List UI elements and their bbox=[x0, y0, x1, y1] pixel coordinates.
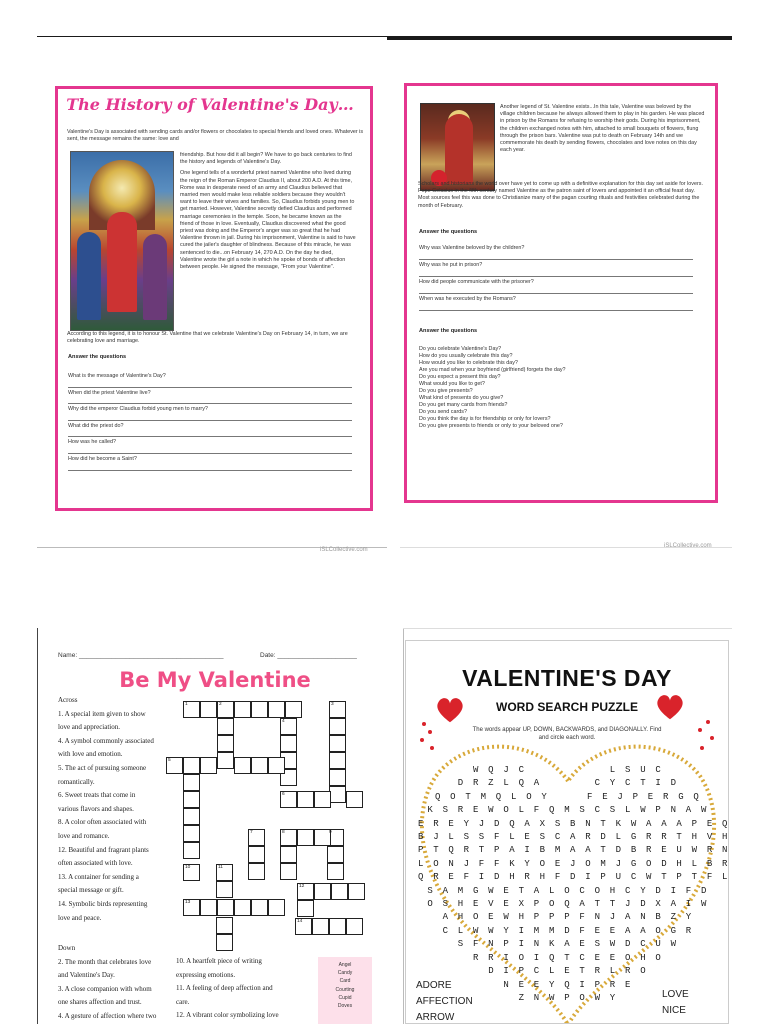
crossword-cell[interactable] bbox=[314, 883, 331, 900]
crossword-cell[interactable] bbox=[280, 846, 297, 863]
sheet1-conclusion: According to this legend, it is to honour St. Valentine that we celebrate Valentine's Day on February 14, in turn, we are celebrating love and marriage. bbox=[67, 331, 348, 345]
crossword-cell[interactable] bbox=[251, 757, 268, 774]
sheet1-question: How did he become a Saint? bbox=[68, 456, 137, 462]
clue: with love and emotion. bbox=[58, 750, 123, 759]
letter-row[interactable]: Q O T M Q L O Y F E J P E R G Q bbox=[434, 791, 702, 802]
clue: 14. Symbolic birds representing bbox=[58, 899, 148, 908]
crossword-cell[interactable] bbox=[217, 718, 234, 735]
sheet1-title: The History of Valentine's Day… bbox=[66, 95, 354, 114]
letter-row[interactable]: B J L S S F L E S C A R D L G R R T H V H bbox=[418, 832, 730, 843]
word-bank-item: Candy bbox=[337, 970, 353, 977]
crossword-cell[interactable] bbox=[348, 883, 365, 900]
word-bank-item: Cupid bbox=[338, 994, 352, 1001]
letter-row[interactable]: A H O E W H P P P F N J A N B Z Y bbox=[442, 912, 694, 923]
letter-row[interactable]: O S H E V E X P O Q A T T J D X A I W bbox=[427, 899, 709, 910]
clue: love and appreciation. bbox=[58, 723, 121, 732]
clue-number: 14 bbox=[297, 919, 303, 924]
clue: 5. The act of pursuing someone bbox=[58, 763, 147, 772]
list-item: What would you like to get? bbox=[419, 381, 485, 387]
word-list-right bbox=[662, 987, 689, 1019]
word-bank-item: Courting bbox=[335, 986, 355, 993]
down-clues bbox=[58, 942, 178, 1024]
sheet2-question: Why was he put in prison? bbox=[419, 262, 483, 268]
top-left-page-edge bbox=[37, 36, 387, 37]
word-bank-item: Card bbox=[339, 978, 351, 985]
clue-number: 6 bbox=[282, 792, 285, 797]
lower-right-page-edge bbox=[403, 628, 404, 1024]
word-item: AFFECTION bbox=[416, 996, 473, 1007]
letter-row[interactable]: N E E Y Q I P R E bbox=[503, 979, 633, 990]
clue: and Valentine's Day. bbox=[58, 971, 115, 980]
crossword-cell[interactable] bbox=[268, 757, 285, 774]
letter-row[interactable]: W Q J C L S U C bbox=[472, 765, 664, 775]
crossword-cell[interactable] bbox=[248, 846, 265, 863]
sheet1-question: What did the priest do? bbox=[68, 423, 124, 429]
hearts-decoration-icon bbox=[688, 716, 718, 756]
clue-number: 10 bbox=[185, 865, 191, 870]
crossword-cell[interactable] bbox=[331, 883, 348, 900]
list-item: Do you think the day is for friendship or only for lovers? bbox=[419, 416, 551, 422]
letter-row[interactable]: K S R E W O L F Q M S C S L W P N A W bbox=[427, 805, 709, 816]
crossword-cell[interactable] bbox=[216, 917, 233, 934]
clue-number: 3 bbox=[331, 702, 334, 707]
clue: 13. A container for sending a bbox=[58, 872, 139, 881]
top-right-page-edge bbox=[387, 36, 732, 40]
answer-line[interactable] bbox=[419, 293, 693, 294]
name-field[interactable]: Name: ________________________________________ bbox=[58, 652, 224, 659]
down-clues-continued bbox=[176, 955, 316, 1023]
sheet1-body bbox=[180, 152, 356, 275]
sheet2-discussion-questions bbox=[419, 346, 699, 430]
letter-row[interactable]: L O N J F F K Y O E J O M J G O D H L B R bbox=[418, 858, 730, 869]
crossword-cell[interactable] bbox=[329, 735, 346, 752]
list-item: How would you like to celebrate this day? bbox=[419, 360, 518, 366]
letter-row[interactable]: P T Q R T P A I B M A A T D B R E U W R N bbox=[418, 845, 730, 856]
crossword-cell[interactable] bbox=[183, 825, 200, 842]
clue: often associated with love. bbox=[58, 859, 133, 868]
clue-number: 9 bbox=[329, 830, 332, 835]
crossword-cell[interactable] bbox=[327, 846, 344, 863]
list-item: Do you expect a present this day? bbox=[419, 374, 501, 380]
sheet2-question: How did people communicate with the prisoner? bbox=[419, 279, 534, 285]
crossword-cell[interactable] bbox=[200, 757, 217, 774]
letter-row[interactable]: Z N W P O W Y bbox=[518, 992, 618, 1003]
clue: care. bbox=[176, 997, 190, 1006]
crossword-cell[interactable] bbox=[268, 899, 285, 916]
clue: 1. A special item given to show bbox=[58, 709, 146, 718]
answer-line[interactable] bbox=[68, 453, 352, 454]
word-search-instructions: The words appear UP, DOWN, BACKWARDS, and DIAGONALLY. Find and circle each word. bbox=[472, 727, 662, 741]
letter-row[interactable]: Q R E F I D H R H F D I P U C W T P T F L bbox=[418, 872, 730, 883]
crossword-cell[interactable] bbox=[329, 918, 346, 935]
clue: 12. A vibrant color symbolizing love bbox=[176, 1011, 279, 1020]
clue: one shares affection and trust. bbox=[58, 998, 142, 1007]
letter-row[interactable]: D I P C L E T R L R O bbox=[488, 966, 648, 977]
crossword-cell[interactable] bbox=[217, 899, 234, 916]
crossword-cell[interactable] bbox=[200, 899, 217, 916]
saint-valentine-image bbox=[420, 103, 495, 191]
answer-line[interactable] bbox=[68, 403, 352, 404]
sheet2-answer-heading: Answer the questions bbox=[419, 229, 478, 235]
list-item: Do you celebrate Valentine's Day? bbox=[419, 346, 502, 352]
letter-row[interactable]: S A M G W E T A L O C O H C Y D I F D bbox=[427, 885, 709, 896]
list-item: How do you usually celebrate this day? bbox=[419, 353, 513, 359]
stained-glass-image bbox=[70, 151, 174, 331]
lower-left-page-edge bbox=[37, 628, 38, 1024]
sheet1-question: When did the priest Valentine live? bbox=[68, 390, 151, 396]
clue: 10. A heartfelt piece of writing bbox=[176, 957, 262, 965]
crossword-cell[interactable] bbox=[314, 791, 331, 808]
clue: various flavors and shapes. bbox=[58, 804, 134, 813]
heart-icon bbox=[655, 692, 685, 722]
crossword-cell[interactable] bbox=[216, 881, 233, 898]
hearts-decoration-icon bbox=[418, 718, 442, 758]
sheet2-scholars-text: Scholars and historians the world over have yet to come up with a definitive explanation for this day set aside for lovers. Pope Gelasius in the fifth century named Valentine as the patron saint of lovers and appointed it an official feast day. Most sources feel this was done to Christianize many of the pagan courting rituals and festivities celebrated during the month of February. bbox=[418, 181, 703, 209]
crossword-cell[interactable] bbox=[234, 899, 251, 916]
date-field[interactable]: Date: ______________________ bbox=[260, 652, 357, 659]
sheet2-answer-heading-2: Answer the questions bbox=[419, 328, 478, 334]
clue: 8. A color often associated with bbox=[58, 818, 147, 827]
crossword-title: Be My Valentine bbox=[119, 668, 311, 692]
clue-number: 4 bbox=[282, 719, 285, 724]
letter-row[interactable]: D R Z L Q A C Y C T I D bbox=[457, 778, 679, 789]
crossword-cell[interactable] bbox=[280, 735, 297, 752]
answer-line[interactable] bbox=[68, 470, 352, 471]
clue: 4. A symbol commonly associated bbox=[58, 736, 154, 745]
sheet2-footer: iSLCollective.com bbox=[664, 543, 712, 549]
word-item: ARROW bbox=[416, 1012, 455, 1023]
crossword-cell[interactable] bbox=[329, 752, 346, 769]
clue-number: 12 bbox=[299, 884, 305, 889]
list-item: Do you get many cards from friends? bbox=[419, 402, 508, 408]
crossword-cell[interactable] bbox=[183, 842, 200, 859]
crossword-cell[interactable] bbox=[234, 757, 251, 774]
crossword-cell[interactable] bbox=[312, 918, 329, 935]
crossword-cell[interactable] bbox=[329, 786, 346, 803]
crossword-cell[interactable] bbox=[280, 863, 297, 880]
clue: 3. A close companion with whom bbox=[58, 984, 152, 993]
crossword-cell[interactable] bbox=[285, 701, 302, 718]
word-item: LOVE bbox=[662, 989, 689, 1000]
crossword-cell[interactable] bbox=[216, 934, 233, 951]
letter-grid bbox=[418, 764, 730, 1005]
letter-row[interactable]: E R E Y J D Q A X S B N T K W A A A P E Q bbox=[418, 818, 730, 829]
clue: special message or gift. bbox=[58, 886, 124, 895]
crossword-cell[interactable] bbox=[297, 900, 314, 917]
lower-right-top-edge bbox=[403, 628, 732, 629]
letter-row[interactable]: S F N P I N K A E S W D C U W bbox=[457, 939, 679, 950]
crossword-cell[interactable] bbox=[268, 701, 285, 718]
crossword-cell[interactable] bbox=[248, 863, 265, 880]
crossword-cell[interactable] bbox=[183, 757, 200, 774]
answer-line[interactable] bbox=[68, 420, 352, 421]
answer-line[interactable] bbox=[419, 259, 693, 260]
list-item: Do you give presents? bbox=[419, 388, 473, 394]
list-item: Do you send cards? bbox=[419, 409, 467, 415]
sheet2-legend-text: Another legend of St. Valentine exists...In this tale, Valentine was beloved by the village children because he always allowed them to play in his garden. He was placed in prison by the Romans for refusing to worship their gods. During his imprisonment, the children exchanged notes with him, attached to small bouquets of flowers, flung through the prison bars. Valentine was put to death on February 14th and we commemorate his death by sending flowers, chocolates and love notes on this day each year. bbox=[500, 104, 705, 154]
clue: 2. The month that celebrates love bbox=[58, 957, 152, 966]
list-item: Are you mad when your boyfriend (girlfriend) forgets the day? bbox=[419, 367, 566, 373]
letter-row[interactable]: R R I O I Q T C E E O H O bbox=[472, 952, 664, 963]
clue-number: 5 bbox=[168, 758, 171, 763]
crossword-cell[interactable] bbox=[183, 808, 200, 825]
sheet1-question: Why did the emperor Claudius forbid young men to marry? bbox=[68, 406, 208, 412]
answer-line[interactable] bbox=[68, 436, 352, 437]
crossword-cell[interactable] bbox=[329, 718, 346, 735]
sheet1-paragraph: One legend tells of a wonderful priest named Valentine who lived during the reign of the Roman Emperor Claudius II, about 200 A.D. At this time, Rome was in desperate need of an army and Claudius believed that married men would make less reliable soldiers because they wouldn't want to leave their wives and families. So, Claudius forbids young men to get married. However, Valentine secretly defied Claudius and performed marriage ceremonies in the temple. Soon, he became known as the friend of those in love. Eventually, Claudius discovered what the good priest was doing and the Emperor's anger was so great that he had Valentine thrown in jail. During his imprisonment, Valentine is said to have cured the jailer's daughter of blindness. Because of this miracle, he was sentenced to die...on February 14, 270 A.D. On the day he died, Valentine wrote the girl a note in which he spoke of bonds of affection between people. He signed the message, "From your Valentine". bbox=[180, 170, 356, 271]
crossword-cell[interactable] bbox=[183, 791, 200, 808]
crossword-cell[interactable] bbox=[329, 769, 346, 786]
word-bank bbox=[318, 957, 372, 1024]
crossword-cell[interactable] bbox=[183, 774, 200, 791]
crossword-cell[interactable] bbox=[200, 701, 217, 718]
answer-line[interactable] bbox=[419, 310, 693, 311]
crossword-cell[interactable] bbox=[327, 863, 344, 880]
clue-heading: Down bbox=[58, 944, 76, 952]
sheet2-question: When was he executed by the Romans? bbox=[419, 296, 516, 302]
clue: love and romance. bbox=[58, 831, 110, 840]
across-clues bbox=[58, 694, 178, 925]
clue-heading: Across bbox=[58, 696, 78, 704]
list-item: Do you give presents to friends or only to your beloved one? bbox=[419, 423, 563, 429]
answer-line[interactable] bbox=[419, 276, 693, 277]
word-bank-item: Angel bbox=[338, 962, 352, 968]
sheet1-intro: Valentine's Day is associated with sending cards and/or flowers or chocolates to special friends and loved ones. Whatever is sent, the message remains the same: love and bbox=[67, 129, 364, 143]
sheet1-paragraph: friendship. But how did it all begin? We have to go back centuries to find the history and legends of Valentine's Day. bbox=[180, 152, 352, 166]
sheet1-footer: iSLCollective.com bbox=[320, 547, 368, 553]
clue-number: 1 bbox=[185, 702, 188, 707]
clue: 6. Sweet treats that come in bbox=[58, 791, 136, 800]
sheet1-question: What is the message of Valentine's Day? bbox=[68, 373, 166, 379]
clue: romantically. bbox=[58, 777, 95, 786]
crossword-cell[interactable] bbox=[346, 918, 363, 935]
word-bank-item: Doves bbox=[337, 1003, 353, 1010]
sheet1-answer-heading: Answer the questions bbox=[68, 354, 127, 360]
list-item: What kind of presents do you give? bbox=[419, 395, 504, 401]
word-search-title: VALENTINE'S DAY bbox=[462, 665, 672, 691]
word-list-left bbox=[416, 978, 473, 1026]
clue-number: 8 bbox=[282, 830, 285, 835]
clue-number: 11 bbox=[218, 865, 223, 870]
crossword-cell[interactable] bbox=[217, 752, 234, 769]
clue: expressing emotions. bbox=[176, 970, 236, 979]
crossword-cell[interactable] bbox=[234, 701, 251, 718]
clue: 11. A feeling of deep affection and bbox=[176, 984, 273, 993]
clue: 12. Beautiful and fragrant plants bbox=[58, 845, 149, 854]
clue: love and peace. bbox=[58, 913, 102, 922]
crossword-cell[interactable] bbox=[297, 791, 314, 808]
letter-row[interactable]: C L W W Y I M M D F E E A A O G R bbox=[442, 925, 694, 936]
crossword-cell[interactable] bbox=[346, 791, 363, 808]
clue-number: 7 bbox=[250, 830, 253, 835]
clue-number: 13 bbox=[185, 900, 191, 905]
sheet2-question: Why was Valentine beloved by the children? bbox=[419, 245, 525, 251]
word-search-subtitle: WORD SEARCH PUZZLE bbox=[496, 700, 638, 714]
crossword-cell[interactable] bbox=[217, 735, 234, 752]
crossword-cell[interactable] bbox=[297, 829, 314, 846]
sheet1-question: How was he called? bbox=[68, 439, 116, 445]
answer-line[interactable] bbox=[68, 387, 352, 388]
word-item: ADORE bbox=[416, 980, 452, 991]
crossword-cell[interactable] bbox=[251, 701, 268, 718]
word-item: NICE bbox=[662, 1005, 686, 1016]
clue-number: 2 bbox=[219, 702, 222, 707]
crossword-cell[interactable] bbox=[251, 899, 268, 916]
clue: 4. A gesture of affection where two bbox=[58, 1011, 157, 1020]
